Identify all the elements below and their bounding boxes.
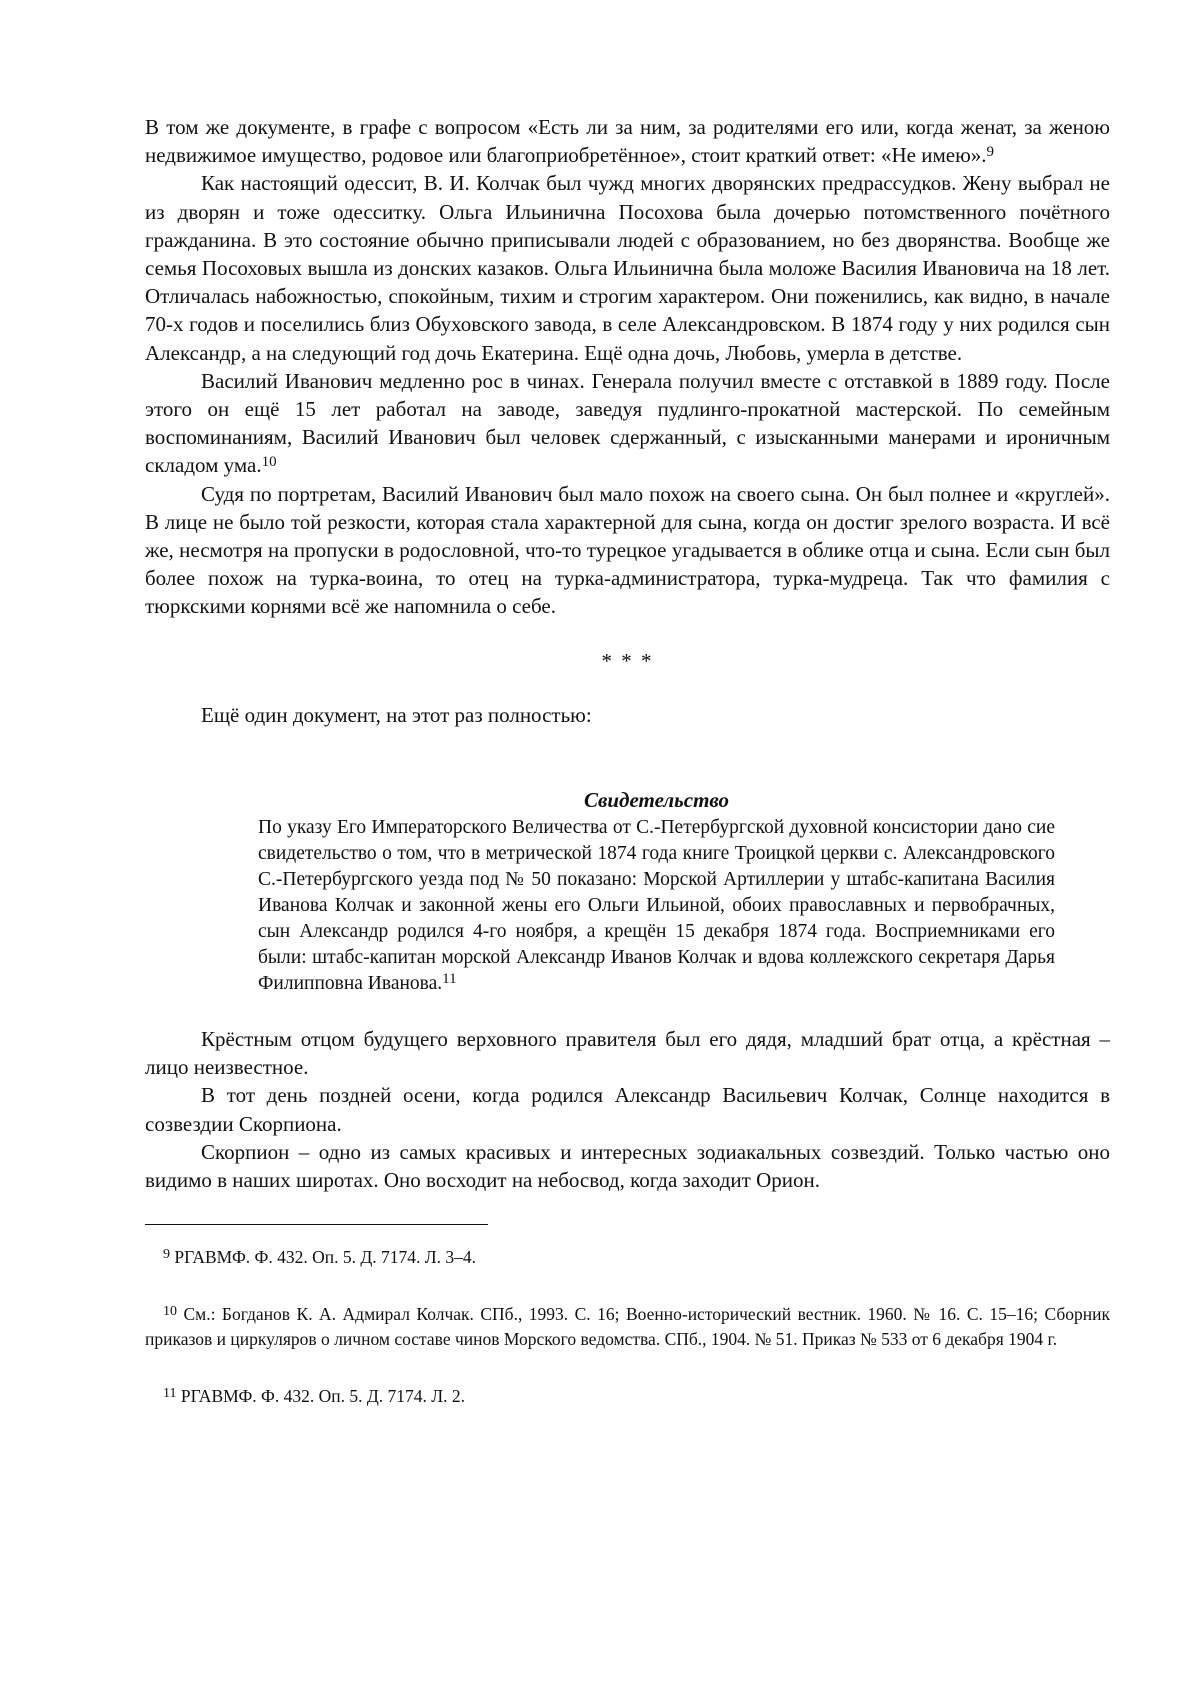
paragraph-4-text: Судя по портретам, Василий Иванович был мало похож на своего сына. Он был полнее и «круглей». В лице не было той резкости, которая стала характерной для сына, когда он достиг зрелого возраста. И всё же, несмотря на пропуски в родословной, что-то турецкое угадывается в облике отца и сына. Если сын был более похож на турка-воина, то отец на турка-администратора, турка-мудреца. Так что фамилия с тюркскими корнями всё же напомнила о себе. — [145, 481, 1110, 619]
paragraph-3 — [145, 367, 1110, 480]
quote-title: Свидетельство — [583, 788, 730, 813]
footnote-10 — [145, 1302, 1110, 1352]
footnote-number: 11 — [163, 1386, 177, 1402]
paragraph-5: Крёстным отцом будущего верховного правителя был его дядя, младший брат отца, а крёстная – лицо неизвестное. — [145, 1027, 1110, 1080]
footnote-11 — [145, 1384, 1110, 1409]
document-page — [145, 113, 1110, 1441]
footnotes-section — [145, 1245, 1110, 1409]
quote-text: По указу Его Императорского Величества от С.-Петербургской духовной консистории дано сие свидетельство о том, что в метрической 1874 года книге Троицкой церкви с. Александровского С.-Петербургского уезда под № 50 показано: Морской Артиллерии у штабс-капитана Василия Иванова Колчак и законной жены его Ольги Ильиной, обоих православных и первобрачных, сын Александр родился 4-го ноября, а крещён 15 декабря 1874 года. Восприемниками его были: штабс-капитан морской Александр Иванов Колчак и вдова коллежского секретаря Дарья Филипповна Иванова. — [258, 817, 1055, 995]
footnote-number: 10 — [163, 1304, 177, 1320]
paragraph-4 — [145, 480, 1110, 621]
footnote-9 — [145, 1245, 1110, 1270]
quote-body — [258, 815, 1055, 997]
footnote-text: См.: Богданов К. А. Адмирал Колчак. СПб., 1993. С. 16; Военно-исторический вестник. 1960. № 16. С. 15–16; Сборник приказов и циркуляров о личном составе чинов Морского ведомства. СПб., 1904. № 51. Приказ № 533 от 6 декабря 1904 г. — [145, 1304, 1110, 1350]
footnote-ref-9[interactable]: 9 — [986, 144, 995, 161]
paragraph-6: В тот день поздней осени, когда родился Александр Васильевич Колчак, Солнце находится в созвездии Скорпиона. — [145, 1083, 1110, 1136]
footnote-number: 9 — [163, 1247, 170, 1263]
footnote-ref-11[interactable]: 11 — [442, 971, 457, 988]
footnote-text: РГАВМФ. Ф. 432. Оп. 5. Д. 7174. Л. 3–4. — [174, 1247, 477, 1268]
paragraph-2 — [145, 169, 1110, 366]
quoted-document — [258, 785, 1055, 997]
paragraph-1 — [145, 113, 1110, 169]
paragraph-3-text: Василий Иванович медленно рос в чинах. Генерала получил вместе с отставкой в 1889 году. После этого он ещё 15 лет работал на заводе, заведуя пудлинго-прокатной мастерской. По семейным воспоминаниям, Василий Иванович был человек сдержанный, с изысканными манерами и ироничным складом ума. — [145, 368, 1110, 478]
footnote-divider — [145, 1224, 488, 1225]
paragraph-7: Скорпион – одно из самых красивых и интересных зодиакальных созвездий. Только частью оно видимо в наших широтах. Оно восходит на небосвод, когда заходит Орион. — [145, 1139, 1110, 1193]
paragraph-1-text: В том же документе, в графе с вопросом «Есть ли за ним, за родителями его или, когда женат, за женою недвижимое имущество, родовое или благоприобретённое», стоит краткий ответ: «Не имею». — [145, 115, 1110, 168]
section-separator: * * * — [601, 648, 654, 673]
paragraph-2-text: Как настоящий одессит, В. И. Колчак был чужд многих дворянских предрассудков. Жену выбрал не из дворян и тоже одесситку. Ольга Ильинична Посохова была дочерью потомственного почётного гражданина. В это состояние обычно приписывали людей с образованием, но без дворянства. Вообще же семья Посоховых вышла из донских казаков. Ольга Ильинична была моложе Василия Ивановича на 18 лет. Отличалась набожностью, спокойным, тихим и строгим характером. Они поженились, как видно, в начале 70-х годов и поселились близ Обуховского завода, в селе Александровском. В 1874 году у них родился сын Александр, а на следующий год дочь Екатерина. Ещё одна дочь, Любовь, умерла в детстве. — [145, 171, 1110, 365]
footnote-text: РГАВМФ. Ф. 432. Оп. 5. Д. 7174. Л. 2. — [180, 1386, 466, 1407]
footnote-ref-10[interactable]: 10 — [261, 454, 277, 471]
lead-in-text: Ещё один документ, на этот раз полностью: — [201, 702, 592, 727]
